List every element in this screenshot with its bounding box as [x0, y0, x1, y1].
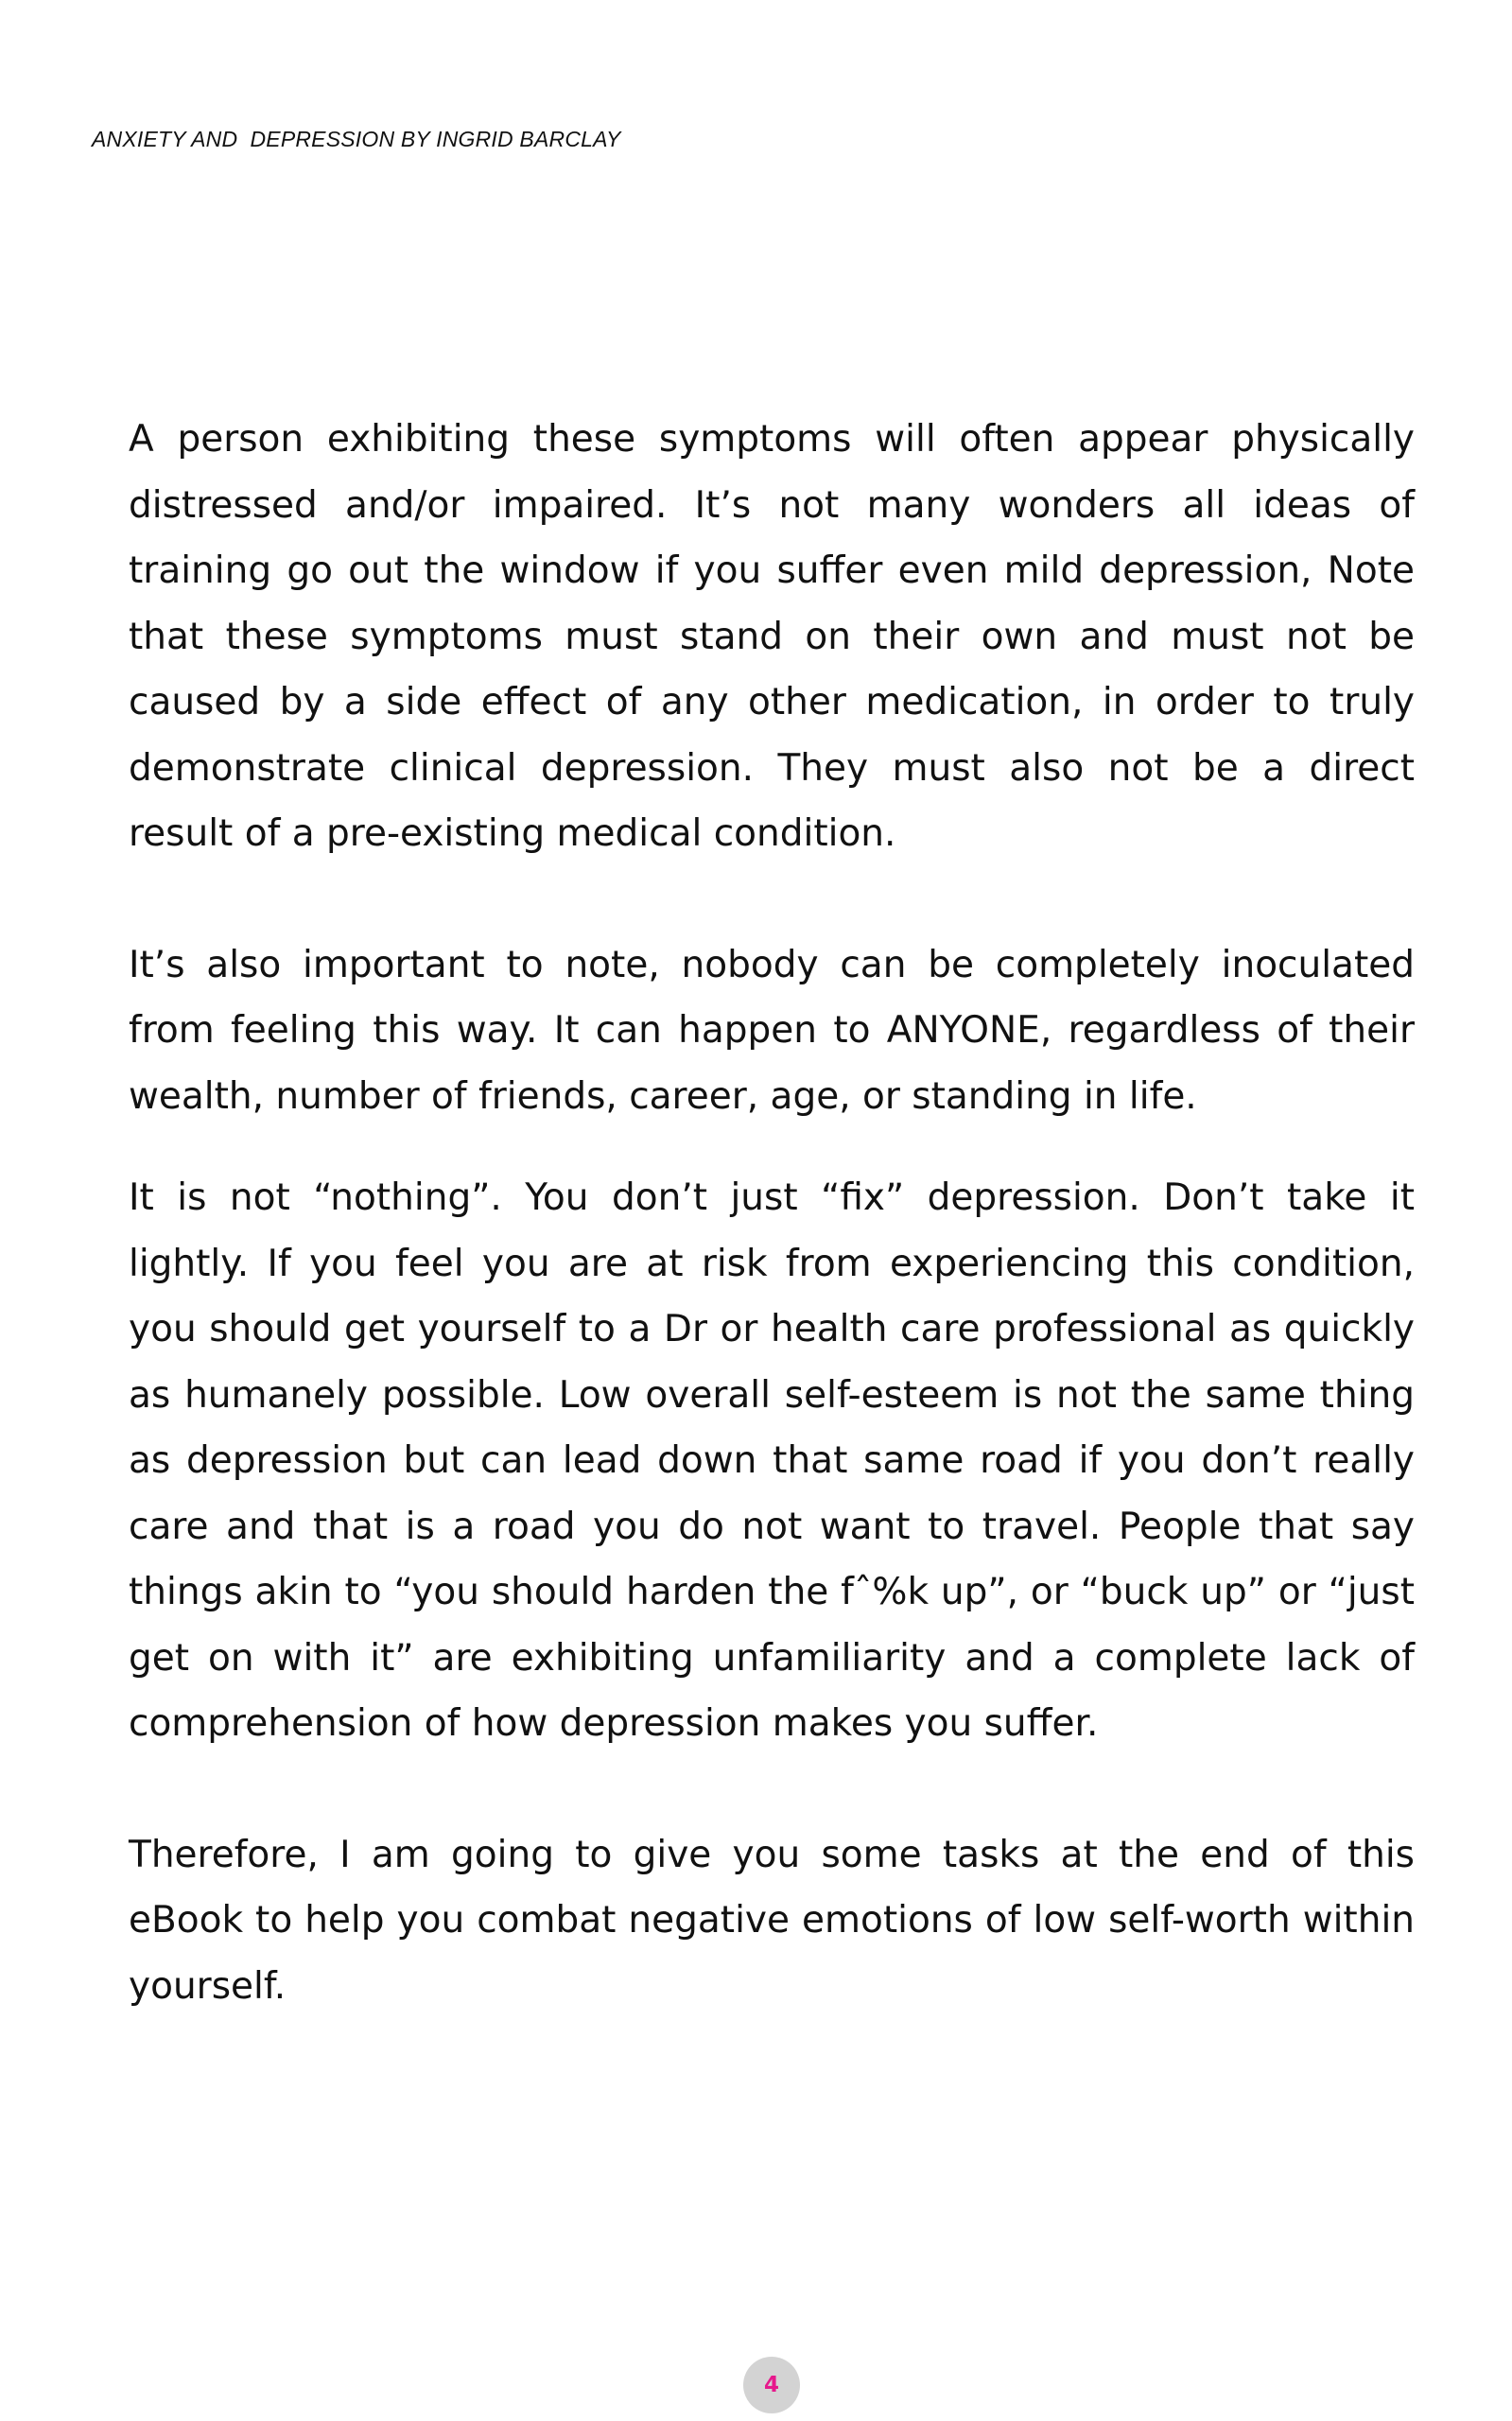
- page-number-badge: [743, 2357, 800, 2413]
- paragraph-not-nothing: It is not “nothing”. You don’t just “fix” depression. Don’t take it lightly. If you feel you are at risk from experiencing this condition, you should get yourself to a Dr or health care professional as quickly as humanely possible. Low overall self-esteem is not the same thing as depression but can lead down that same road if you don’t really care and that is a road you do not want to travel. People that say things akin to “you should harden the fˆ%k up”, or “buck up” or “just get on with it” are exhibiting unfamiliarity and a complete lack of comprehension of how depression makes you suffer.: [129, 1176, 1415, 1745]
- body-text: [129, 407, 1415, 2019]
- paragraph-symptoms: A person exhibiting these symptoms will often appear physically distressed and/or impaired. It’s not many wonders all ideas of training go out the window if you suffer even mild depression, Note that these symptoms must stand on their own and must not be caused by a side effect of any other medication, in order to truly demonstrate clinical depression. They must also not be a direct result of a pre-existing medical condition.: [129, 418, 1415, 855]
- running-header: ANXIETY AND DEPRESSION BY INGRID BARCLAY: [92, 127, 621, 151]
- paragraph-tasks: Therefore, I am going to give you some tasks at the end of this eBook to help you combat negative emotions of low self-worth within yourself.: [129, 1833, 1415, 2008]
- page-number: 4: [763, 2373, 779, 2397]
- paragraph-inoculated: It’s also important to note, nobody can be completely inoculated from feeling this way. It can happen to ANYONE, regardless of their wealth, number of friends, career, age, or standing in life.: [129, 943, 1415, 1118]
